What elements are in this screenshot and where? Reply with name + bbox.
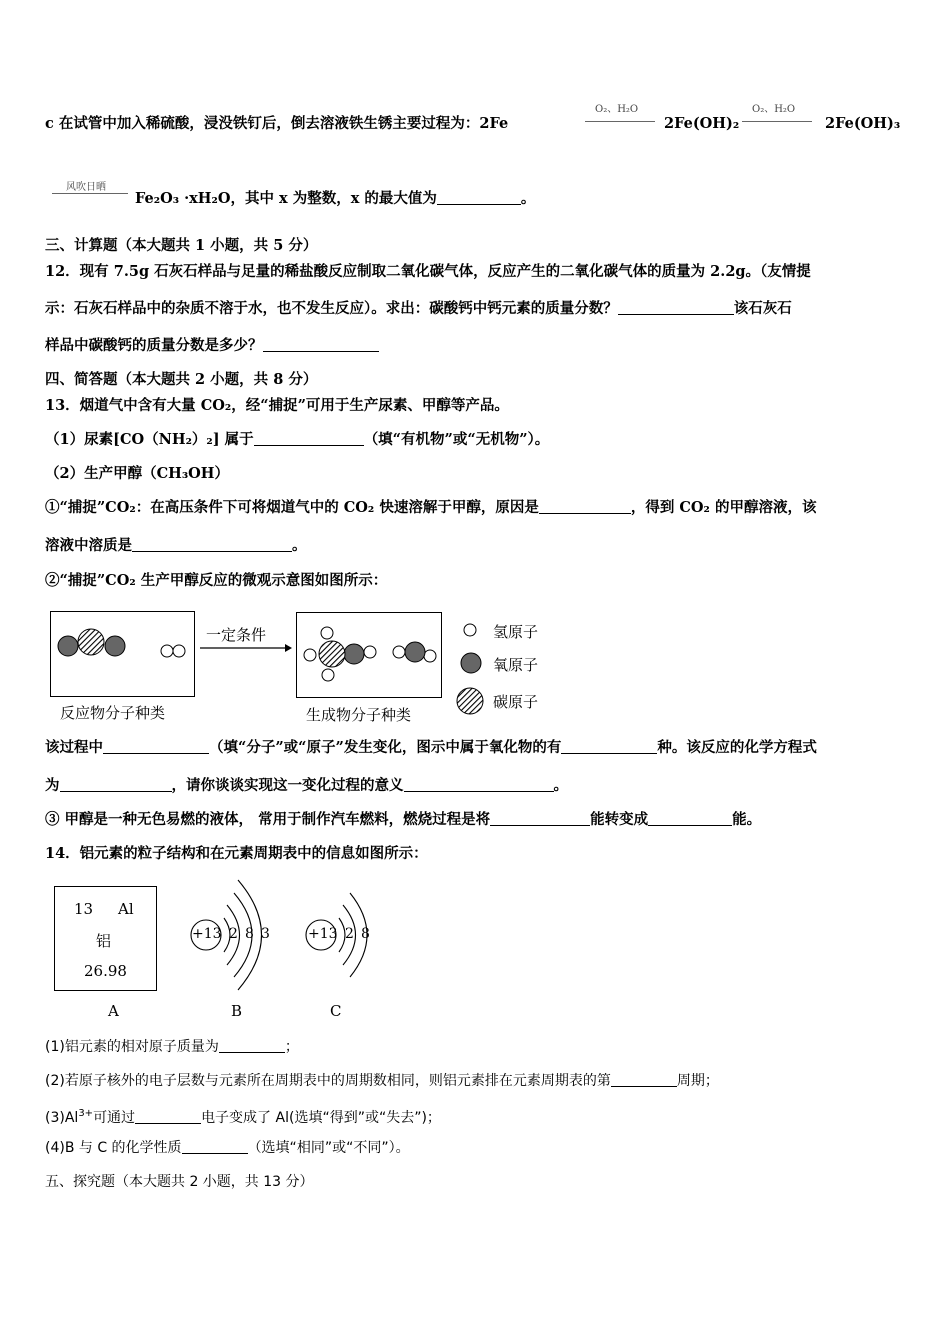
shell-b-count-1: 2 [229, 926, 238, 942]
section-5-heading: 五、探究题（本大题共 2 小题，共 13 分） [45, 1174, 314, 1190]
legend-carbon-label: 碳原子 [493, 693, 539, 711]
q14-sub3: $(3)Al^{3+}$可通过 电子变成了 Al(选填“得到”或“失去”)； [45, 1108, 441, 1126]
q14-sub4: (4)B 与 C 的化学性质 （选填“相同”或“不同”）。 [45, 1140, 410, 1156]
q13-intro: 13．烟道气中含有大量 CO₂，经“捕捉”可用于生产尿素、甲醇等产品。 [45, 397, 509, 414]
answer-blank-period[interactable] [611, 1071, 677, 1087]
q14-sub1: (1)铝元素的相对原子质量为 ； [45, 1039, 299, 1055]
q13-process-line2: 为 ，请你谈谈实现这一变化过程的意义 。 [45, 777, 568, 794]
product-1: 2Fe(OH)₂ [664, 115, 740, 132]
legend-oxygen-label: 氧原子 [493, 656, 539, 674]
atomic-number: 13 [74, 900, 94, 918]
atomic-mass: 26.98 [84, 962, 127, 980]
section-3-heading: 三、计算题（本大题共 1 小题，共 5 分） [45, 237, 318, 254]
product-caption: 生成物分子种类 [306, 706, 412, 724]
q13-process-line1: 该过程中 （填“分子”或“原子”发生变化，图示中属于氧化物的有 种。该反应的化学方程式 [45, 739, 817, 756]
label-a: A [108, 1002, 119, 1020]
q11c-line2: Fe₂O₃ ·xH₂O，其中 x 为整数，x 的最大值为 。 [135, 190, 536, 207]
q13-part1: （1）尿素[CO（NH₂）₂] 属于 （填“有机物”或“无机物”）。 [45, 431, 550, 448]
reactant-caption: 反应物分子种类 [60, 704, 166, 722]
q12-line1: 12．现有 7.5g 石灰石样品与足量的稀盐酸反应制取二氧化碳气体，反应产生的二氧化碳气体的质量为 2.2g。（友情提 [45, 263, 811, 280]
element-symbol: Al [118, 900, 134, 918]
q12-line2: 示：石灰石样品中的杂质不溶于水，也不发生反应）。求出：碳酸钙中钙元素的质量分数？ 该石灰石 [45, 300, 792, 317]
q13-capture-line3: ②“捕捉”CO₂ 生产甲醇反应的微观示意图如图所示： [45, 572, 388, 589]
shell-c-count-2: 8 [361, 926, 370, 942]
arrow-condition-2: O₂、H₂O [752, 104, 796, 115]
q14-intro: 14．铝元素的粒子结构和在元素周期表中的信息如图所示： [45, 845, 428, 862]
shell-c-count-1: 2 [345, 926, 354, 942]
product-2: 2Fe(OH)₃ [825, 115, 901, 132]
arrow-condition-1: O₂、H₂O [595, 104, 639, 115]
section-4-heading: 四、简答题（本大题共 2 小题，共 8 分） [45, 371, 318, 388]
condition-label: 一定条件 [206, 626, 267, 644]
element-name: 铝 [96, 932, 112, 950]
arrow-condition-3: 风吹日晒 [66, 182, 106, 193]
answer-blank-mass[interactable] [219, 1037, 285, 1053]
answer-blank-properties[interactable] [182, 1138, 248, 1154]
q14-sub2: (2)若原子核外的电子层数与元素所在周期表中的周期数相同，则铝元素排在元素周期表的第 周期； [45, 1073, 719, 1089]
q11c-text: c 在试管中加入稀硫酸，浸没铁钉后，倒去溶液铁生锈主要过程为：2Fe [45, 115, 509, 132]
q13-methanol-line: ③ 甲醇是一种无色易燃的液体， 常用于制作汽车燃料，燃烧过程是将 能转变成 能。 [45, 811, 762, 828]
label-c: C [330, 1002, 342, 1020]
shell-b-count-3: 3 [261, 926, 270, 942]
nucleus-b-charge: +13 [192, 926, 222, 942]
label-b: B [231, 1002, 243, 1020]
legend-hydrogen-label: 氢原子 [493, 623, 539, 641]
q13-capture-line2: 溶液中溶质是 。 [45, 537, 307, 554]
q12-line3: 样品中碳酸钙的质量分数是多少？ [45, 336, 910, 356]
q13-capture-line1: ①“捕捉”CO₂：在高压条件下可将烟道气中的 CO₂ 快速溶解于甲醇，原因是 ，得到 CO₂ 的甲醇溶液，该 [45, 499, 817, 516]
shell-b-count-2: 8 [245, 926, 254, 942]
q13-part2: （2）生产甲醇（CH₃OH） [45, 465, 230, 482]
nucleus-c-charge: +13 [308, 926, 338, 942]
answer-blank-electron[interactable] [135, 1108, 201, 1124]
